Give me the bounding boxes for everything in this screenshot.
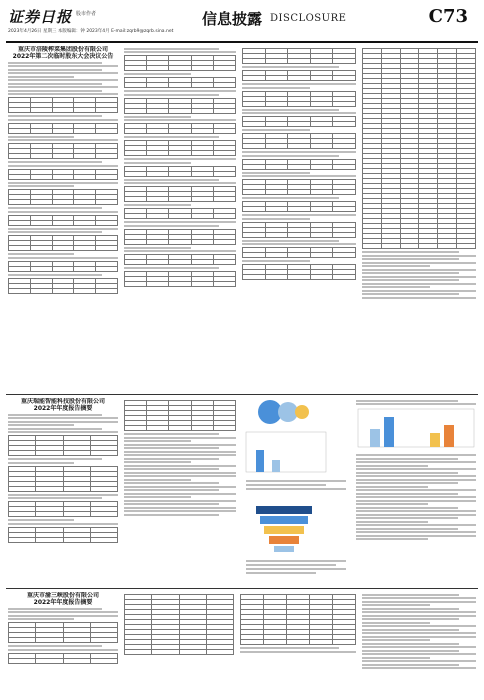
bar-chart xyxy=(356,407,476,449)
bubble-small xyxy=(295,405,309,419)
funnel-level-5 xyxy=(274,546,294,552)
data-table xyxy=(242,48,356,64)
data-table xyxy=(242,222,356,238)
data-table xyxy=(242,179,356,195)
long-data-table xyxy=(362,48,476,249)
article-column-5 xyxy=(8,398,118,584)
infographic-chart-bar-1 xyxy=(256,450,264,472)
article-title xyxy=(8,592,118,606)
data-table xyxy=(8,215,118,226)
infographic-chart-bar-2 xyxy=(272,460,280,472)
data-table xyxy=(124,77,236,88)
funnel-level-1 xyxy=(256,506,312,514)
funnel-level-4 xyxy=(269,536,299,544)
data-table xyxy=(242,70,356,81)
data-table xyxy=(8,435,118,456)
section-divider xyxy=(6,588,478,589)
data-table xyxy=(124,229,236,245)
data-table xyxy=(124,98,236,114)
text-line xyxy=(246,480,346,482)
text-line xyxy=(246,484,326,486)
data-table xyxy=(8,501,118,517)
masthead xyxy=(6,4,478,42)
data-table xyxy=(242,247,356,258)
article-title xyxy=(8,398,118,412)
data-table xyxy=(242,133,356,149)
data-table xyxy=(8,278,118,294)
article-title-line-2: 2022年第二次临时股东大会决议公告 xyxy=(12,53,114,60)
article-title-line-1: 重庆瑞能智能科技股份有限公司 xyxy=(20,398,105,405)
issue-info: 2023年4月26日 星期三 本版编辑：钟 2023年4月 E-mail:zqrb9@zqrb.sina.net xyxy=(8,29,174,34)
data-table xyxy=(8,143,118,159)
data-table xyxy=(8,261,118,272)
data-table xyxy=(124,254,236,265)
text-line xyxy=(246,568,346,570)
page-number: C73 xyxy=(428,6,468,27)
data-table xyxy=(240,594,356,645)
logo-subtitle: 股市作者 xyxy=(76,11,97,17)
data-table xyxy=(242,264,356,280)
data-table xyxy=(124,594,234,655)
infographic-column xyxy=(242,398,352,584)
data-table xyxy=(8,235,118,251)
article-column-10 xyxy=(362,592,476,696)
funnel-level-3 xyxy=(264,526,304,534)
data-table xyxy=(8,97,118,113)
bar-chart-bar-2 xyxy=(384,417,394,447)
data-table xyxy=(242,201,356,212)
article-column-3 xyxy=(242,46,356,391)
article-column-6 xyxy=(124,398,236,584)
data-table xyxy=(8,169,118,180)
data-table xyxy=(8,123,118,134)
section-title: 信息披露 xyxy=(202,10,263,28)
article-title-line-1: 重庆市涪陵榨菜集团股份有限公司 xyxy=(17,46,108,53)
infographic-graphics xyxy=(242,398,352,584)
article-column-8 xyxy=(124,592,234,696)
text-line xyxy=(246,560,346,562)
section-divider xyxy=(6,394,478,395)
data-table xyxy=(242,159,356,170)
article-column-7 xyxy=(8,592,118,696)
data-table xyxy=(124,186,236,202)
text-line xyxy=(246,488,346,490)
masthead-rule xyxy=(6,41,478,43)
bar-chart-bar-1 xyxy=(370,429,380,447)
article-title-line-2: 2022年年度报告摘要 xyxy=(33,405,93,412)
bar-chart-bar-3 xyxy=(430,433,440,447)
funnel-level-2 xyxy=(260,516,308,524)
data-table xyxy=(8,189,118,205)
data-table xyxy=(124,123,236,134)
data-table xyxy=(8,622,118,643)
data-table xyxy=(124,140,236,156)
data-table xyxy=(8,527,118,543)
newspaper-logo: 证券日报 xyxy=(8,8,73,26)
data-table xyxy=(124,166,236,177)
article-title-line-1: 重庆市渝三峡股份有限公司 xyxy=(26,592,99,599)
data-table xyxy=(242,116,356,127)
data-table xyxy=(124,400,236,431)
article-title xyxy=(8,46,118,60)
article-title-line-2: 2022年年度报告摘要 xyxy=(33,599,93,606)
bar-chart-bar-4 xyxy=(444,425,454,447)
article-column-4 xyxy=(362,46,476,391)
article-column-2 xyxy=(124,46,236,391)
data-table xyxy=(8,466,118,492)
article-column-1 xyxy=(8,46,118,391)
text-line xyxy=(246,572,316,574)
data-table xyxy=(124,55,236,71)
data-table xyxy=(124,271,236,287)
article-column-9 xyxy=(240,592,356,696)
data-table xyxy=(242,91,356,107)
data-table xyxy=(124,208,236,219)
section-subtitle: DISCLOSURE xyxy=(270,13,347,24)
chart-column xyxy=(356,398,476,584)
data-table xyxy=(8,653,118,664)
text-line xyxy=(246,564,336,566)
